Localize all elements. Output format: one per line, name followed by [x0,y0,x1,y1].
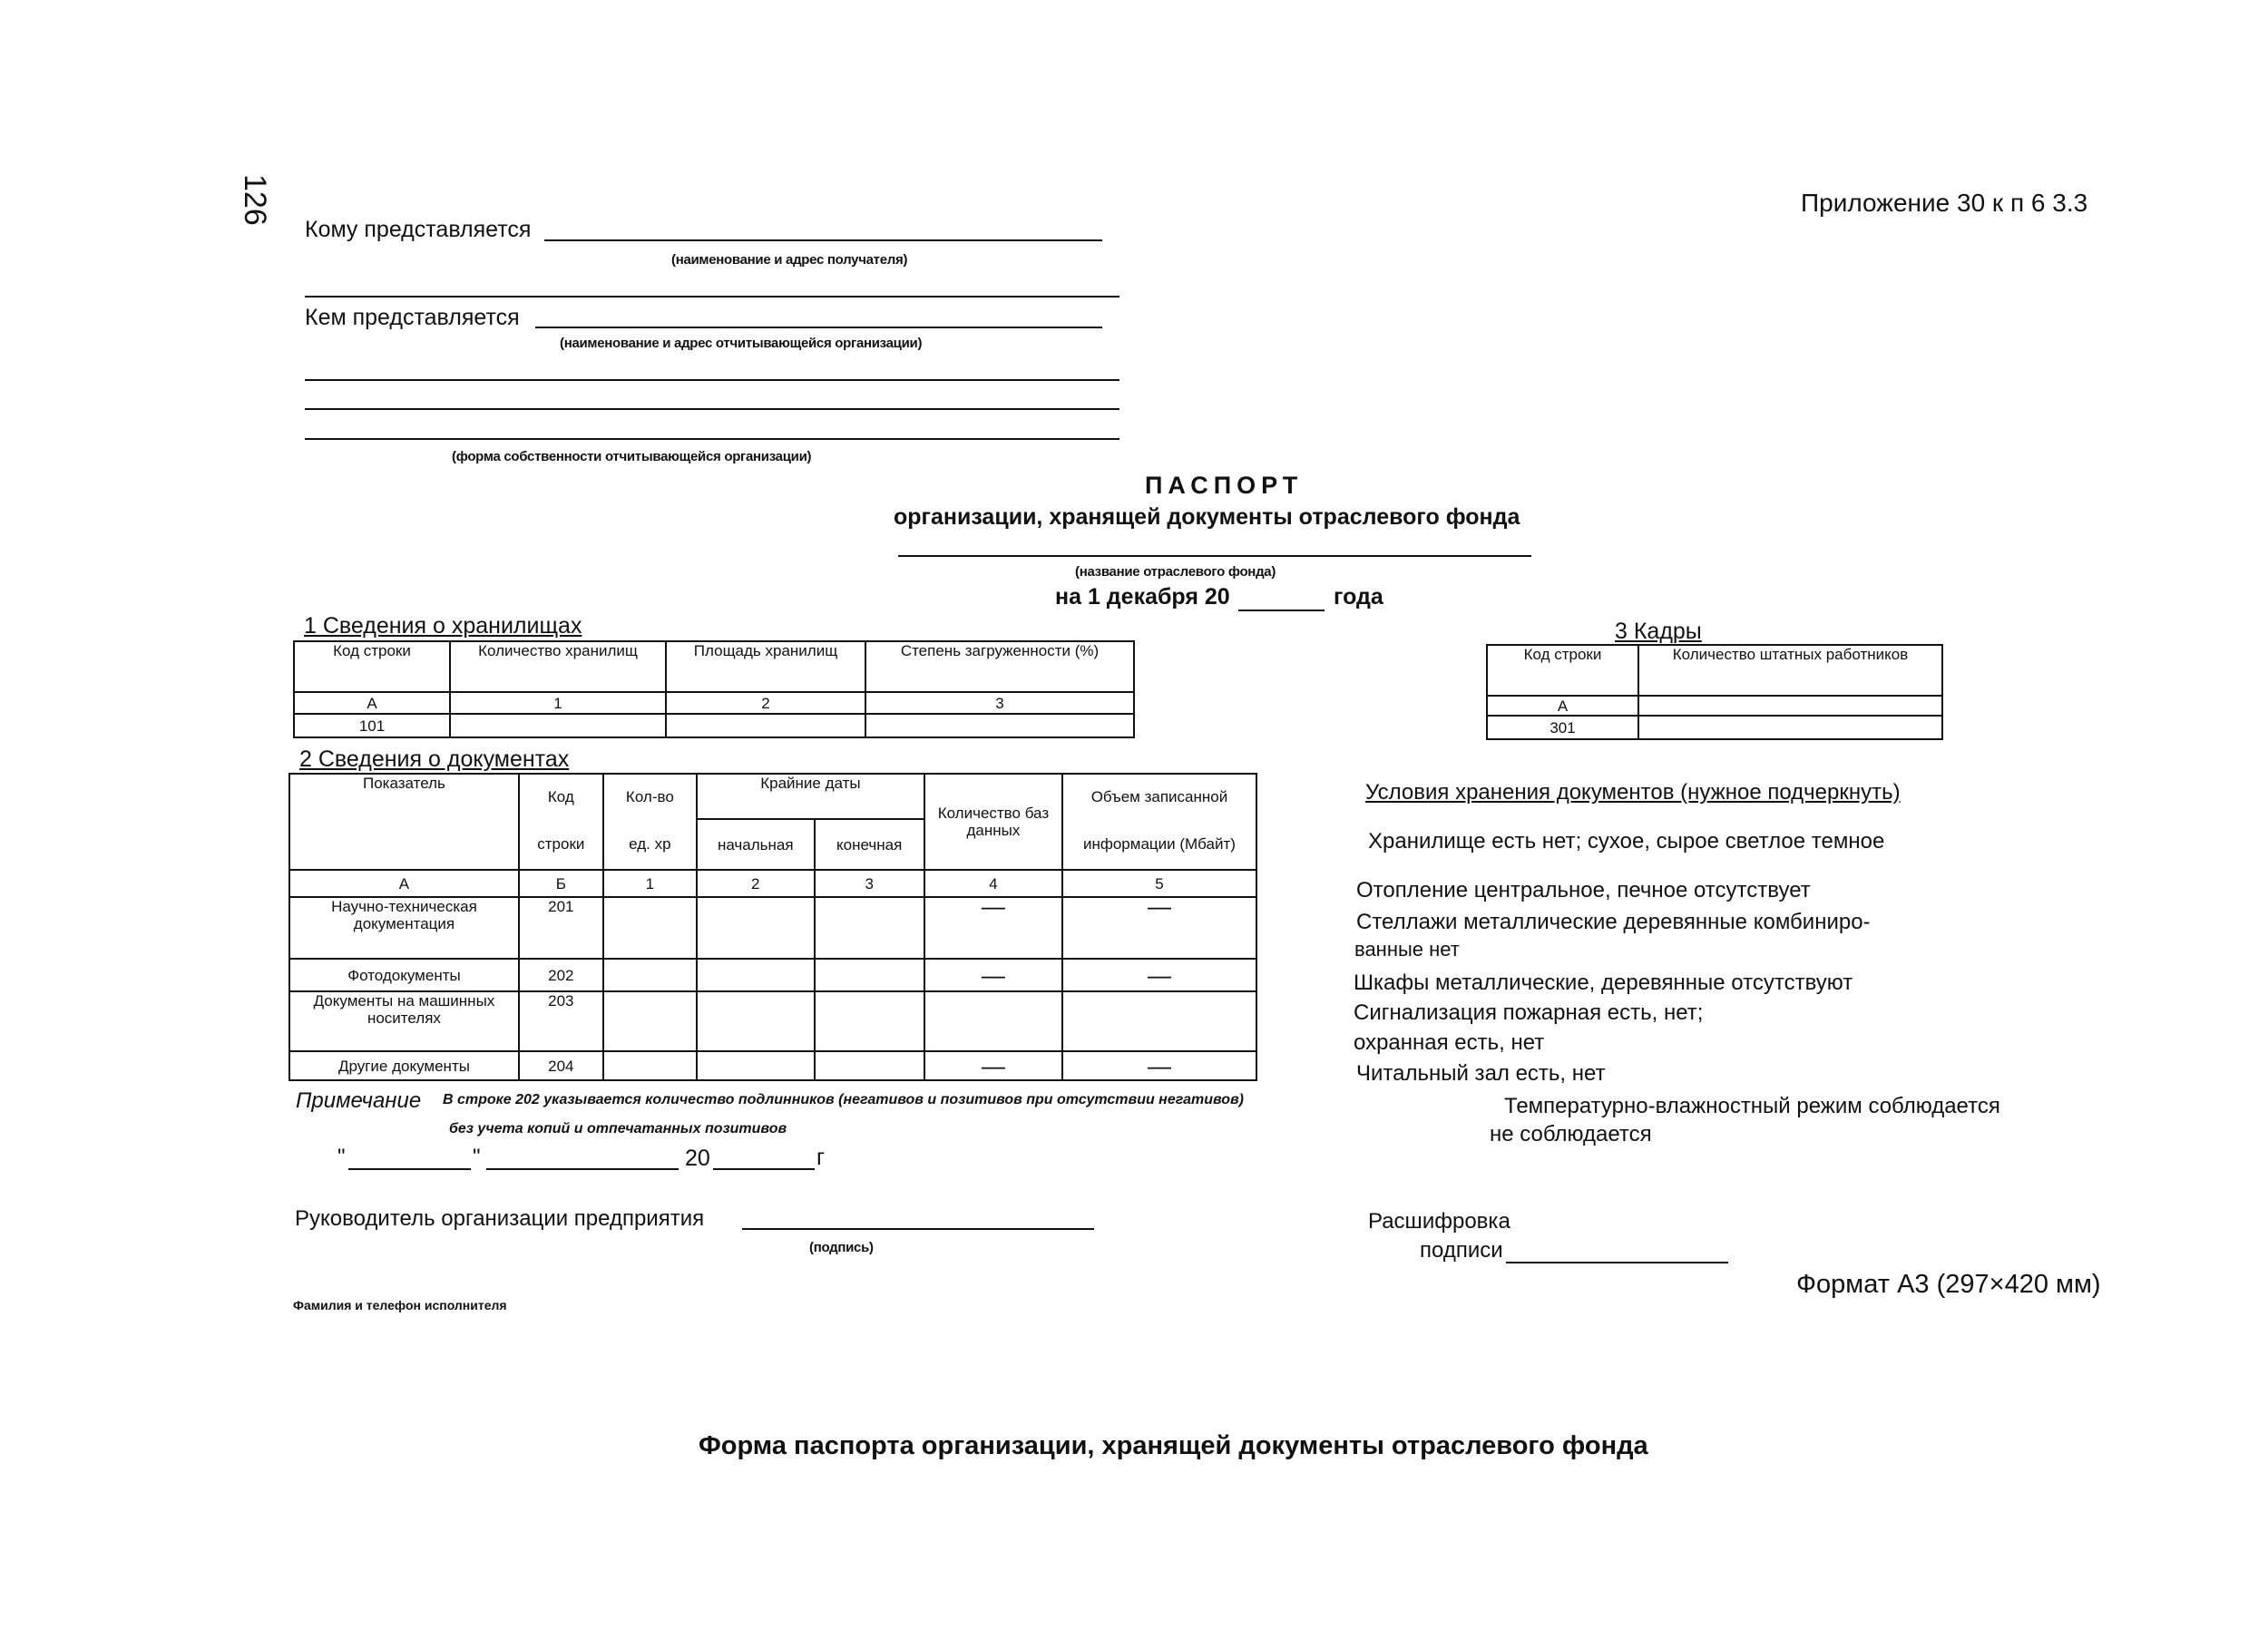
s1-header-1: Количество хранилищ [450,641,666,692]
s1-header-0: Код строки [294,641,450,692]
date-year-line[interactable] [1238,610,1325,611]
s3-row-code: 301 [1487,716,1638,739]
date-prefix: на 1 декабря 20 [1055,584,1230,610]
s2-index-4: 3 [815,870,924,897]
s2-h-indicator: Показатель [289,774,519,870]
s2-r2-name: Документы на машинных носителях [289,991,519,1051]
condition-line-5: Сигнализация пожарная есть, нет; [1354,1000,1704,1025]
s2-r1-end[interactable] [815,959,924,991]
s2-r1-start[interactable] [697,959,815,991]
s2-r2-count[interactable] [603,991,697,1051]
table-row [289,1051,1256,1080]
executor-label: Фамилия и телефон исполнителя [293,1298,507,1312]
sender-label: Кем представляется [305,305,520,330]
s2-h-code-bottom: строки [519,819,603,870]
head-caption: (подпись) [809,1240,874,1255]
s1-index-3: 3 [865,692,1134,714]
condition-line-0: Хранилище есть нет; сухое, сырое светлое темное [1368,829,1885,854]
table-row [289,897,1256,959]
sender-line-2[interactable] [305,379,1119,381]
s2-index-3: 2 [697,870,815,897]
section2-title: 2 Сведения о документах [299,746,570,772]
sender-line-4[interactable] [305,438,1119,440]
s2-r0-db: — [924,897,1062,959]
s2-r2-code: 203 [519,991,603,1051]
decode-label-1: Расшифровка [1368,1209,1510,1234]
note-text-1: В строке 202 указывается количество подлинников (негативов и позитивов при отсутствии негативов) [443,1092,1244,1107]
storage-table [293,640,1135,738]
s2-h-dates: Крайние даты [697,774,924,819]
s3-index-1 [1638,696,1942,716]
s2-r3-start[interactable] [697,1051,815,1080]
fund-line[interactable] [898,555,1531,557]
table-row [289,959,1256,991]
s3-header-0: Код строки [1487,645,1638,696]
s2-r2-end[interactable] [815,991,924,1051]
s1-row-code: 101 [294,714,450,737]
staff-table [1486,644,1943,740]
s2-r1-vol: — [1062,959,1256,991]
s2-h-count-bottom: ед. хр [603,819,697,870]
head-signature-line[interactable] [742,1228,1094,1230]
appendix-label: Приложение 30 к п 6 3.3 [1801,189,2088,217]
recipient-line-2[interactable] [305,296,1119,298]
s2-h-volume-bottom: информации (Мбайт) [1062,819,1256,870]
footer-title: Форма паспорта организации, хранящей документы отраслевого фонда [699,1431,1648,1460]
s2-index-1: Б [519,870,603,897]
s2-r0-name: Научно-техническая документация [289,897,519,959]
s3-index-0: А [1487,696,1638,716]
s2-h-code-top: Код [519,774,603,819]
s1-index-2: 2 [666,692,865,714]
note-label: Примечание [296,1088,422,1113]
s2-h-count-top: Кол-во [603,774,697,819]
s2-r0-count[interactable] [603,897,697,959]
decode-label-2: подписи [1420,1238,1503,1263]
passport-title: ПАСПОРТ [1145,472,1304,499]
condition-line-7: Читальный зал есть, нет [1356,1061,1606,1086]
note-text-2: без учета копий и отпечатанных позитивов [449,1121,787,1136]
s2-r0-vol: — [1062,897,1256,959]
condition-line-3: ванные нет [1354,938,1460,961]
s2-r3-db: — [924,1051,1062,1080]
s2-index-5: 4 [924,870,1062,897]
s2-r0-code: 201 [519,897,603,959]
recipient-line[interactable] [544,239,1102,241]
condition-line-4: Шкафы металлические, деревянные отсутствуют [1354,971,1853,995]
date-quote-close: " [473,1145,481,1169]
s2-r0-start[interactable] [697,897,815,959]
date-year-prefix: 20 [685,1146,710,1171]
documents-table [288,773,1257,1081]
recipient-caption: (наименование и адрес получателя) [671,252,908,268]
s1-row-load[interactable] [865,714,1134,737]
s3-row-count[interactable] [1638,716,1942,739]
s2-r3-code: 204 [519,1051,603,1080]
s2-h-volume-top: Объем записанной [1062,774,1256,819]
sender-line-3[interactable] [305,408,1119,410]
ownership-caption: (форма собственности отчитывающейся организации) [452,449,812,464]
conditions-title: Условия хранения документов (нужное подчеркнуть) [1365,780,1901,805]
fund-caption: (название отраслевого фонда) [1075,564,1276,580]
s2-r1-db: — [924,959,1062,991]
condition-line-2: Стеллажи металлические деревянные комбиниро- [1356,910,1871,934]
s2-r3-count[interactable] [603,1051,697,1080]
condition-line-9: не соблюдается [1490,1122,1652,1146]
section3-title: 3 Кадры [1615,619,1702,644]
s2-r3-name: Другие документы [289,1051,519,1080]
s2-r1-name: Фотодокументы [289,959,519,991]
date-g: г [816,1145,826,1170]
date-quote-open: " [337,1145,346,1169]
page-number: 126 [238,174,272,226]
s1-row-area[interactable] [666,714,865,737]
s2-index-2: 1 [603,870,697,897]
s2-r2-vol[interactable] [1062,991,1256,1051]
recipient-label: Кому представляется [305,217,532,242]
section1-title: 1 Сведения о хранилищах [304,613,582,639]
s2-r3-end[interactable] [815,1051,924,1080]
head-label: Руководитель организации предприятия [295,1206,705,1231]
sender-line[interactable] [535,327,1102,328]
s2-r2-start[interactable] [697,991,815,1051]
s2-h-date-end: конечная [815,819,924,870]
table-row [289,991,1256,1051]
s2-r1-count[interactable] [603,959,697,991]
s1-header-2: Площадь хранилищ [666,641,865,692]
s2-r2-db[interactable] [924,991,1062,1051]
date-fill-year-line[interactable] [713,1168,815,1170]
date-day-line[interactable] [348,1168,471,1170]
decode-line[interactable] [1506,1262,1728,1263]
passport-subtitle: организации, хранящей документы отраслевого фонда [894,504,1520,530]
date-month-line[interactable] [486,1168,679,1170]
condition-line-8: Температурно-влажностный режим соблюдается [1504,1094,2000,1118]
s2-r3-vol: — [1062,1051,1256,1080]
s2-index-0: А [289,870,519,897]
s2-r1-code: 202 [519,959,603,991]
s2-h-date-start: начальная [697,819,815,870]
sender-caption: (наименование и адрес отчитывающейся организации) [560,336,923,351]
s1-index-0: А [294,692,450,714]
s2-r0-end[interactable] [815,897,924,959]
s1-header-3: Степень загруженности (%) [865,641,1134,692]
condition-line-6: охранная есть, нет [1354,1030,1545,1055]
condition-line-1: Отопление центральное, печное отсутствует [1356,878,1811,902]
date-suffix: года [1334,584,1383,610]
s1-index-1: 1 [450,692,666,714]
s3-header-1: Количество штатных работников [1638,645,1942,696]
s2-index-6: 5 [1062,870,1256,897]
s2-h-db: Количество баз данных [924,774,1062,870]
format-label: Формат А3 (297×420 мм) [1796,1270,2101,1299]
s1-row-count[interactable] [450,714,666,737]
